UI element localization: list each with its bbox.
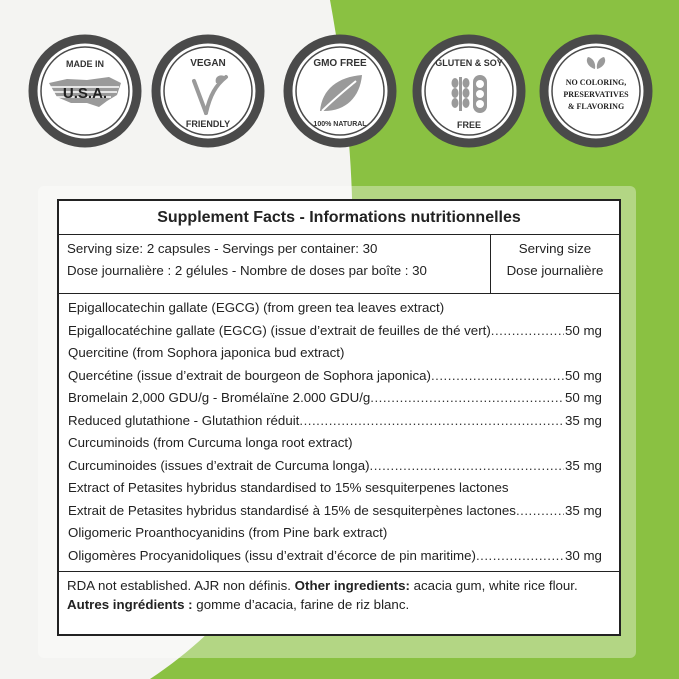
ingredient-list bbox=[59, 294, 619, 572]
serving-header-fr: Dose journalière bbox=[506, 263, 604, 278]
ingredient-row bbox=[68, 320, 611, 343]
ingredient-name: Quercitine (from Sophora japonica bud extract) bbox=[68, 345, 345, 360]
ingredient-name: Oligomères Procyanidoliques (issu d’extrait d’écorce de pin maritime) bbox=[68, 547, 476, 563]
badge-top-text: GMO FREE bbox=[313, 58, 367, 69]
ingredient-row bbox=[68, 432, 611, 455]
dot-leader bbox=[491, 320, 564, 343]
facts-footer bbox=[59, 572, 619, 618]
other-ingredients-text: acacia gum, white rice flour. bbox=[409, 578, 578, 593]
gluten-soy-free-badge bbox=[411, 33, 527, 149]
autres-ingredients-text: gomme d’acacia, farine de riz blanc. bbox=[192, 597, 410, 612]
ingredient-name: Extract of Petasites hybridus standardised to 15% sesquiterpenes lactones bbox=[68, 480, 509, 495]
ingredient-name: Extrait de Petasites hybridus standardisé à 15% de sesquiterpènes lactones bbox=[68, 502, 516, 518]
rda-note: RDA not established. AJR non définis. bbox=[67, 578, 295, 593]
ingredient-amount: 35 mg bbox=[565, 502, 602, 518]
badge-bottom-text: 100% NATURAL bbox=[313, 121, 367, 128]
ingredient-row bbox=[68, 387, 611, 410]
ingredient-row bbox=[68, 365, 611, 388]
badge-bottom-text: FREE bbox=[456, 120, 482, 130]
ingredient-name: Epigallocatéchine gallate (EGCG) (issue d’extrait de feuilles de thé vert) bbox=[68, 322, 491, 338]
ingredient-amount bbox=[509, 477, 556, 500]
dot-leader bbox=[370, 455, 564, 478]
serving-header-en: Serving size bbox=[518, 241, 592, 256]
ingredient-row bbox=[68, 455, 611, 478]
ingredient-amount: 35 mg bbox=[565, 457, 602, 473]
ingredient-row bbox=[68, 500, 611, 523]
autres-ingredients-label: Autres ingrédients : bbox=[67, 597, 193, 612]
ingredient-row bbox=[68, 545, 611, 568]
serving-section bbox=[59, 235, 619, 294]
ingredient-row bbox=[68, 522, 611, 545]
ingredient-amount: 30 mg bbox=[565, 547, 602, 563]
badge-line1-text: NO COLORING, bbox=[565, 78, 627, 87]
badge-line2-text: PRESERVATIVES bbox=[563, 90, 629, 99]
ingredient-amount bbox=[353, 432, 400, 455]
serving-line-en: Serving size: 2 capsules - Servings per container: 30 bbox=[67, 241, 378, 256]
ingredient-amount: 50 mg bbox=[565, 390, 602, 405]
ingredient-amount: 50 mg bbox=[565, 367, 602, 383]
ingredient-name: Epigallocatechin gallate (EGCG) (from green tea leaves extract) bbox=[68, 300, 445, 315]
ingredient-amount: 35 mg bbox=[565, 412, 602, 428]
ingredient-name: Curcuminoids (from Curcuma longa root extract) bbox=[68, 435, 353, 450]
serving-info bbox=[59, 235, 491, 293]
ingredient-name: Curcuminoides (issues d’extrait de Curcuma longa) bbox=[68, 457, 370, 473]
made-in-usa-badge bbox=[27, 33, 143, 149]
badge-bottom-text: FRIENDLY bbox=[185, 119, 231, 129]
dot-leader bbox=[370, 387, 564, 410]
badge-bottom-text: U.S.A. bbox=[62, 85, 108, 102]
gmo-free-badge bbox=[282, 33, 398, 149]
ingredient-amount: 50 mg bbox=[565, 322, 602, 338]
badge-top-text: GLUTEN & SOY bbox=[435, 58, 503, 68]
ingredient-name: Oligomeric Proanthocyanidins (from Pine bark extract) bbox=[68, 525, 388, 540]
badge-line3-text: & FLAVORING bbox=[567, 102, 625, 111]
ingredient-row bbox=[68, 410, 611, 433]
badge-top-text: MADE IN bbox=[66, 59, 104, 69]
dot-leader bbox=[431, 365, 564, 388]
badge-top-text: VEGAN bbox=[190, 58, 226, 69]
ingredient-amount bbox=[444, 297, 491, 320]
dot-leader bbox=[299, 410, 564, 433]
dot-leader bbox=[476, 545, 564, 568]
ingredient-amount bbox=[387, 522, 434, 545]
serving-line-fr: Dose journalière : 2 gélules - Nombre de doses par boîte : 30 bbox=[67, 263, 427, 278]
vegan-friendly-badge bbox=[150, 33, 266, 149]
dot-leader bbox=[516, 500, 564, 523]
other-ingredients-label: Other ingredients: bbox=[294, 578, 410, 593]
badge-row bbox=[0, 0, 679, 160]
ingredient-name: Reduced glutathione - Glutathion réduit bbox=[68, 412, 300, 428]
serving-column-header bbox=[491, 235, 619, 293]
ingredient-name: Bromelain 2,000 GDU/g - Bromélaïne 2.000 GDU/g bbox=[68, 390, 371, 405]
ingredient-amount bbox=[344, 342, 391, 365]
ingredient-row bbox=[68, 297, 611, 320]
ingredient-row bbox=[68, 342, 611, 365]
supplement-facts-table bbox=[57, 199, 621, 636]
ingredient-name: Quercétine (issue d’extrait de bourgeon de Sophora japonica) bbox=[68, 367, 431, 383]
facts-title: Supplement Facts - Informations nutritionnelles bbox=[59, 201, 619, 235]
ingredient-row bbox=[68, 477, 611, 500]
no-coloring-badge bbox=[538, 33, 654, 149]
